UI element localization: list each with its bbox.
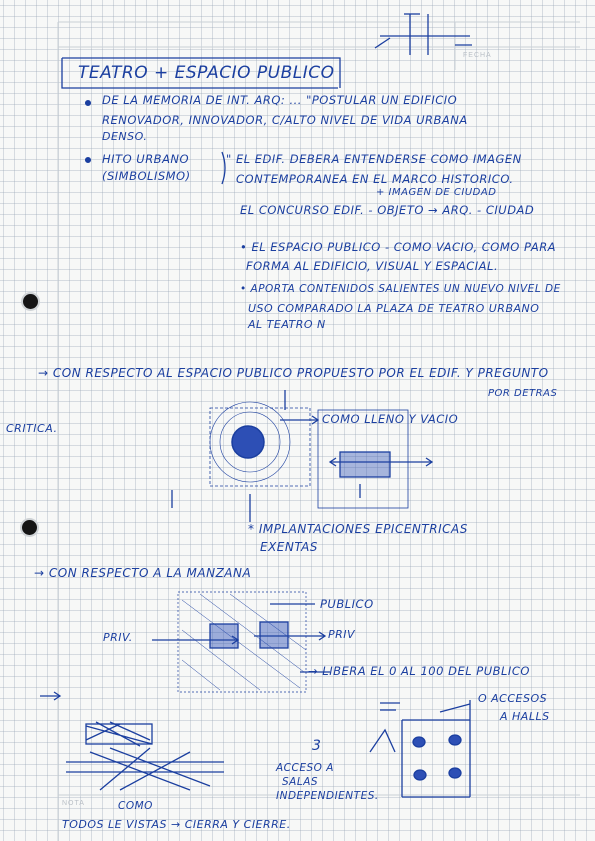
section-1-heading: → CON RESPECTO AL ESPACIO PUBLICO PROPUESTO POR EL EDIF. Y PREGUNTO <box>38 366 549 380</box>
access-diagram <box>370 700 470 797</box>
private-label-right: PRIV <box>328 628 356 641</box>
halls-access-line-2: SALAS <box>282 776 319 788</box>
statement-3b: USO COMPARADO LA PLAZA DE TEATRO URBANO <box>248 302 540 315</box>
section-2-heading: → CON RESPECTO A LA MANZANA <box>34 566 252 580</box>
frees-public-label: → LIBERA EL 0 AL 100 DEL PUBLICO <box>308 664 530 678</box>
date-label: FECHA <box>463 52 492 59</box>
halls-access-line-3: INDEPENDIENTES. <box>276 790 379 802</box>
public-label: PUBLICO <box>320 597 374 611</box>
section-mark-sketch <box>375 14 472 55</box>
statement-3a: • APORTA CONTENIDOS SALIENTES UN NUEVO NIVEL DE <box>240 283 561 295</box>
statement-1b: CONTEMPORANEA EN EL MARCO HISTORICO. <box>236 172 514 186</box>
statement-1c-tag: + IMAGEN DE CIUDAD <box>376 187 497 198</box>
critica-label: CRITICA. <box>6 422 58 435</box>
section-1-extra: POR DETRAS <box>488 388 558 399</box>
private-label-left: PRIV. <box>103 631 133 644</box>
crossed-out-sketch <box>40 692 224 790</box>
note-line-3: DENSO. <box>102 130 148 143</box>
note-line-1: DE LA MEMORIA DE INT. ARQ: ... "POSTULAR UN EDIFICIO <box>102 93 458 107</box>
hito-line-1: HITO URBANO <box>102 152 190 166</box>
plan-diagram-1 <box>172 390 318 522</box>
halls-access-line-1: ACCESO A <box>276 762 334 774</box>
implantation-line-2: EXENTAS <box>260 540 318 554</box>
hito-line-2: (SIMBOLISMO) <box>102 169 191 183</box>
bullet-dot <box>86 101 91 106</box>
page-title: TEATRO + ESPACIO PUBLICO <box>78 63 335 83</box>
bullet-dot <box>86 158 91 163</box>
number-three: 3 <box>312 738 322 754</box>
access-halls-line-1: O ACCESOS <box>478 692 548 705</box>
note-label: NOTA <box>62 800 85 807</box>
access-halls-line-2: A HALLS <box>500 710 550 723</box>
statement-2a: • EL ESPACIO PUBLICO - COMO VACIO, COMO PARA <box>240 240 557 254</box>
note-line-2: RENOVADOR, INNOVADOR, C/ALTO NIVEL DE VIDA URBANA <box>102 113 468 127</box>
statement-3c: AL TEATRO N <box>248 318 326 331</box>
bottom-line: TODOS LE VISTAS → CIERRA Y CIERRE. <box>62 818 291 831</box>
implantation-line-1: * IMPLANTACIONES EPICENTRICAS <box>248 522 468 536</box>
statement-1a: " EL EDIF. DEBERA ENTENDERSE COMO IMAGEN <box>226 152 522 166</box>
full-empty-label: COMO LLENO Y VACIO <box>322 412 459 426</box>
statement-2b: FORMA AL EDIFICIO, VISUAL Y ESPACIAL. <box>246 259 499 273</box>
como-label: COMO <box>118 800 153 812</box>
statement-1d: EL CONCURSO EDIF. - OBJETO → ARQ. - CIUDAD <box>240 203 535 217</box>
hito-bracket <box>222 152 225 184</box>
manzana-diagram <box>152 592 330 692</box>
